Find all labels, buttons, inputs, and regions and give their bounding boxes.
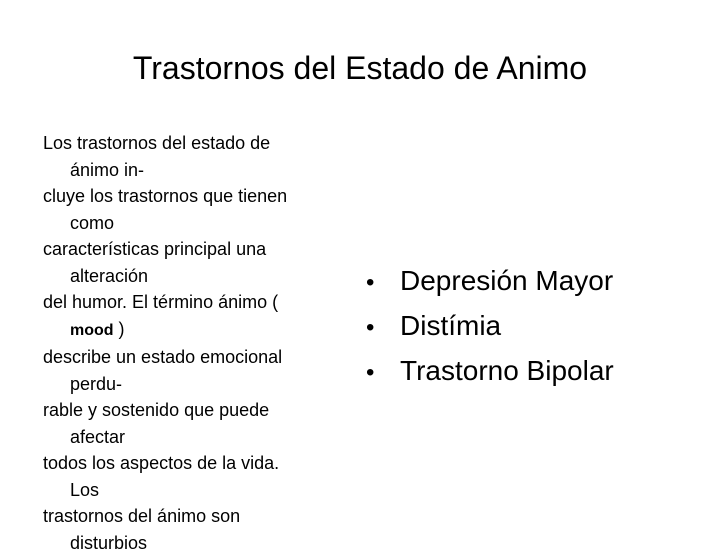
bullet-text: Depresión Mayor <box>400 259 613 302</box>
body-text <box>43 130 343 556</box>
bullet-item <box>366 349 614 394</box>
body-line: alteración <box>43 263 343 290</box>
body-line: cluye los trastornos que tienen <box>43 183 343 210</box>
body-line: describe un estado emocional <box>43 344 343 371</box>
mood-line <box>43 316 343 345</box>
slide-title: Trastornos del Estado de Animo <box>0 48 720 88</box>
bullet-list <box>366 259 614 394</box>
body-line: Los trastornos del estado de <box>43 130 343 157</box>
body-line: rable y sostenido que puede <box>43 397 343 424</box>
body-line: del humor. El término ánimo ( <box>43 289 343 316</box>
bullet-text: Distímia <box>400 304 501 347</box>
bullet-icon: • <box>366 306 400 349</box>
bullet-text: Trastorno Bipolar <box>400 349 614 392</box>
body-line: todos los aspectos de la vida. <box>43 450 343 477</box>
mood-suffix: ) <box>114 319 125 339</box>
body-line: ánimo in- <box>43 157 343 184</box>
bullet-item <box>366 304 614 349</box>
mood-term: mood <box>70 322 114 339</box>
body-line: disturbios <box>43 530 343 556</box>
body-line: como <box>43 210 343 237</box>
body-line: Los <box>43 477 343 504</box>
bullet-item <box>366 259 614 304</box>
body-line: perdu- <box>43 371 343 398</box>
body-line: afectar <box>43 424 343 451</box>
bullet-icon: • <box>366 351 400 394</box>
body-line: trastornos del ánimo son <box>43 503 343 530</box>
bullet-icon: • <box>366 261 400 304</box>
body-line: características principal una <box>43 236 343 263</box>
